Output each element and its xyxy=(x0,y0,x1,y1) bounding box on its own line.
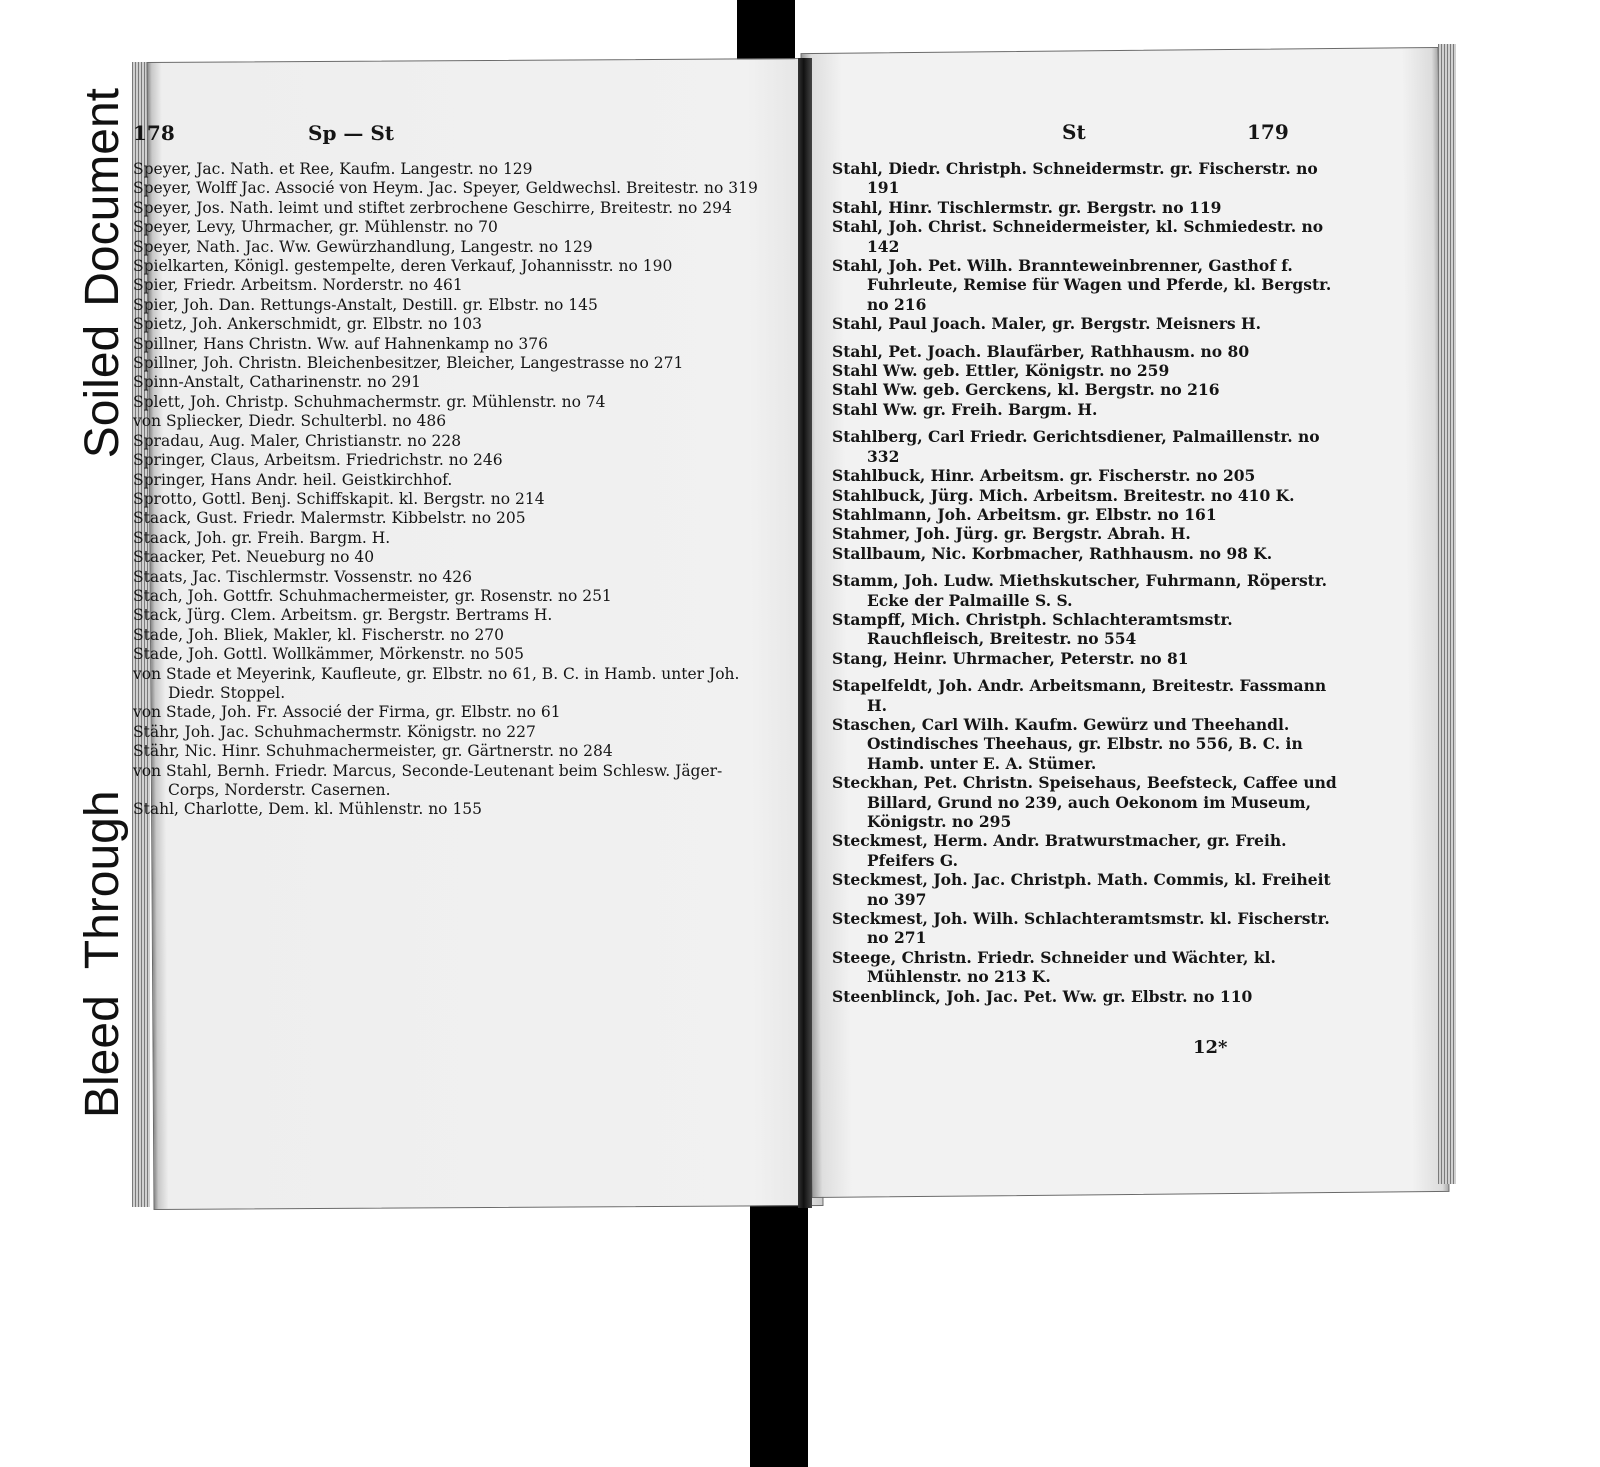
directory-entry: Speyer, Levy, Uhrmacher, gr. Mühlenstr. no 70 xyxy=(133,218,498,237)
directory-entry: Splett, Joh. Christp. Schuhmachermstr. gr. Mühlenstr. no 74 xyxy=(133,392,606,411)
directory-entry: Stapelfeldt, Joh. Andr. Arbeitsmann, Breitestr. Fassmann H. xyxy=(832,676,1327,715)
left-page-text xyxy=(133,121,758,820)
directory-entry: Sprotto, Gottl. Benj. Schiffskapit. kl. Bergstr. no 214 xyxy=(133,489,545,508)
directory-entry: Spillner, Hans Christn. Ww. auf Hahnenkamp no 376 xyxy=(133,334,548,353)
directory-entry: Stahmer, Joh. Jürg. gr. Bergstr. Abrah. H. xyxy=(832,524,1191,544)
directory-entry: Stähr, Nic. Hinr. Schuhmachermeister, gr. Gärtnerstr. no 284 xyxy=(133,742,613,761)
side-label-word-soiled: Soiled xyxy=(76,324,129,459)
directory-entry: Spietz, Joh. Ankerschmidt, gr. Elbstr. no 103 xyxy=(133,315,482,334)
directory-entry: Speyer, Wolff Jac. Associé von Heym. Jac. Speyer, Geldwechsl. Breitestr. no 319 xyxy=(133,179,758,198)
directory-entry: Spielkarten, Königl. gestempelte, deren Verkauf, Johannisstr. no 190 xyxy=(133,257,673,276)
directory-entry: Stampff, Mich. Christph. Schlachteramtsmstr. Rauchfleisch, Breitestr. no 554 xyxy=(832,609,1233,649)
directory-entry: Staats, Jac. Tischlermstr. Vossenstr. no 426 xyxy=(133,567,472,586)
directory-entry: Stahl, Charlotte, Dem. kl. Mühlenstr. no 155 xyxy=(133,800,483,819)
right-entries-list xyxy=(832,159,1342,1006)
directory-entry: von Stahl, Bernh. Friedr. Marcus, Seconde-Leutenant beim Schlesw. Jäger-Corps, Norderstr. Casernen. xyxy=(133,761,723,799)
directory-entry: Spinn-Anstalt, Catharinenstr. no 291 xyxy=(133,373,421,392)
side-label-word-through: Through xyxy=(76,790,129,970)
directory-entry: Stahl, Paul Joach. Maler, gr. Bergstr. Meisners H. xyxy=(832,314,1262,334)
side-label-left xyxy=(68,764,138,1118)
book-gutter xyxy=(798,58,812,1208)
left-entries-list xyxy=(133,160,758,820)
directory-entry: Stade, Joh. Bliek, Makler, kl. Fischerstr. no 270 xyxy=(133,625,505,644)
directory-entry: Speyer, Jos. Nath. leimt und stiftet zerbrochene Geschirre, Breitestr. no 294 xyxy=(133,198,732,217)
directory-entry: Staacker, Pet. Neueburg no 40 xyxy=(133,548,375,567)
directory-entry: Steckmest, Joh. Wilh. Schlachteramtsmstr. kl. Fischerstr. no 271 xyxy=(832,909,1330,948)
directory-entry: Stahl, Joh. Christ. Schneidermeister, kl. Schmiedestr. no 142 xyxy=(832,217,1324,256)
directory-entry: von Spliecker, Diedr. Schulterbl. no 486 xyxy=(133,412,447,431)
directory-entry: Staschen, Carl Wilh. Kaufm. Gewürz und Theehandl. Ostindisches Theehaus, gr. Elbstr. no 556, B. C. in Hamb. unter E. A. Stümer. xyxy=(832,714,1303,773)
directory-entry: Spier, Joh. Dan. Rettungs-Anstalt, Destill. gr. Elbstr. no 145 xyxy=(133,295,598,314)
directory-entry: Spradau, Aug. Maler, Christianstr. no 228 xyxy=(133,431,462,450)
directory-entry: Stahlberg, Carl Friedr. Gerichtsdiener, Palmaillenstr. no 332 xyxy=(832,427,1320,466)
directory-entry: Steckhan, Pet. Christn. Speisehaus, Beefsteck, Caffee und Billard, Grund no 239, auch Oekonom im Museum, Königstr. no 295 xyxy=(832,773,1337,831)
directory-entry: Steckmest, Herm. Andr. Bratwurstmacher, gr. Freih. Pfeifers G. xyxy=(832,831,1287,870)
right-page-number: 179 xyxy=(1247,120,1289,144)
signature-mark: 12* xyxy=(1193,1037,1228,1058)
right-page-header xyxy=(832,120,1342,159)
directory-entry: Staack, Joh. gr. Freih. Bargm. H. xyxy=(133,528,391,547)
directory-entry: Stähr, Joh. Jac. Schuhmachermstr. Königstr. no 227 xyxy=(133,722,536,741)
directory-entry: Stahl Ww. geb. Gerckens, kl. Bergstr. no 216 xyxy=(832,380,1220,400)
directory-entry: Steenblinck, Joh. Jac. Pet. Ww. gr. Elbstr. no 110 xyxy=(832,986,1253,1006)
left-page-running-title: Sp — St xyxy=(308,121,395,145)
side-label xyxy=(68,88,138,1118)
directory-entry: Spier, Friedr. Arbeitsm. Norderstr. no 461 xyxy=(133,276,463,295)
directory-entry: Steege, Christn. Friedr. Schneider und Wächter, kl. Mühlenstr. no 213 K. xyxy=(832,947,1276,987)
directory-entry: Stahl Ww. gr. Freih. Bargm. H. xyxy=(832,399,1098,419)
side-label-word-document: Document xyxy=(76,88,129,307)
directory-entry: Stahl, Pet. Joach. Blaufärber, Rathhausm. no 80 xyxy=(832,341,1250,361)
left-page-header xyxy=(133,121,758,160)
directory-entry: Stahlbuck, Jürg. Mich. Arbeitsm. Breitestr. no 410 K. xyxy=(832,485,1295,505)
directory-entry: Stallbaum, Nic. Korbmacher, Rathhausm. no 98 K. xyxy=(832,543,1273,563)
directory-entry: Stamm, Joh. Ludw. Miethskutscher, Fuhrmann, Röperstr. Ecke der Palmaille S. S. xyxy=(832,571,1327,610)
directory-entry: Stade, Joh. Gottl. Wollkämmer, Mörkenstr. no 505 xyxy=(133,645,525,664)
side-label-right xyxy=(68,88,138,458)
directory-entry: von Stade et Meyerink, Kaufleute, gr. Elbstr. no 61, B. C. in Hamb. unter Joh. Diedr. Stoppel. xyxy=(133,664,740,702)
directory-entry: Stahl Ww. geb. Ettler, Königstr. no 259 xyxy=(832,361,1170,381)
directory-entry: Stack, Jürg. Clem. Arbeitsm. gr. Bergstr. Bertrams H. xyxy=(133,606,553,625)
directory-entry: Springer, Claus, Arbeitsm. Friedrichstr. no 246 xyxy=(133,451,503,470)
right-page-edges xyxy=(1438,44,1456,1184)
binding-strap-bottom xyxy=(750,1196,808,1467)
directory-entry: Steckmest, Joh. Jac. Christph. Math. Commis, kl. Freiheit no 397 xyxy=(832,870,1331,909)
directory-entry: Spillner, Joh. Christn. Bleichenbesitzer, Bleicher, Langestrasse no 271 xyxy=(133,354,684,373)
directory-entry: Stahl, Diedr. Christph. Schneidermstr. gr. Fischerstr. no 191 xyxy=(832,159,1318,198)
directory-entry: Stang, Heinr. Uhrmacher, Peterstr. no 81 xyxy=(832,648,1189,668)
directory-entry: Staack, Gust. Friedr. Malermstr. Kibbelstr. no 205 xyxy=(133,509,526,528)
directory-entry: von Stade, Joh. Fr. Associé der Firma, gr. Elbstr. no 61 xyxy=(133,703,561,722)
directory-entry: Stahl, Hinr. Tischlermstr. gr. Bergstr. no 119 xyxy=(832,197,1222,217)
directory-entry: Stahlmann, Joh. Arbeitsm. gr. Elbstr. no 161 xyxy=(832,504,1217,524)
directory-entry: Stahlbuck, Hinr. Arbeitsm. gr. Fischerstr. no 205 xyxy=(832,466,1256,486)
directory-entry: Speyer, Nath. Jac. Ww. Gewürzhandlung, Langestr. no 129 xyxy=(133,237,593,256)
right-page-text xyxy=(832,120,1342,1006)
directory-entry: Stahl, Joh. Pet. Wilh. Brannteweinbrenner, Gasthof f. Fuhrleute, Remise für Wagen und Pferde, kl. Bergstr. no 216 xyxy=(832,256,1332,314)
directory-entry: Stach, Joh. Gottfr. Schuhmachermeister, gr. Rosenstr. no 251 xyxy=(133,586,612,605)
side-label-word-bleed: Bleed xyxy=(76,995,129,1118)
directory-entry: Springer, Hans Andr. heil. Geistkirchhof. xyxy=(133,470,453,489)
right-page-running-title: St xyxy=(1062,120,1086,144)
directory-entry: Speyer, Jac. Nath. et Ree, Kaufm. Langestr. no 129 xyxy=(133,160,533,178)
left-page-number: 178 xyxy=(133,121,175,145)
